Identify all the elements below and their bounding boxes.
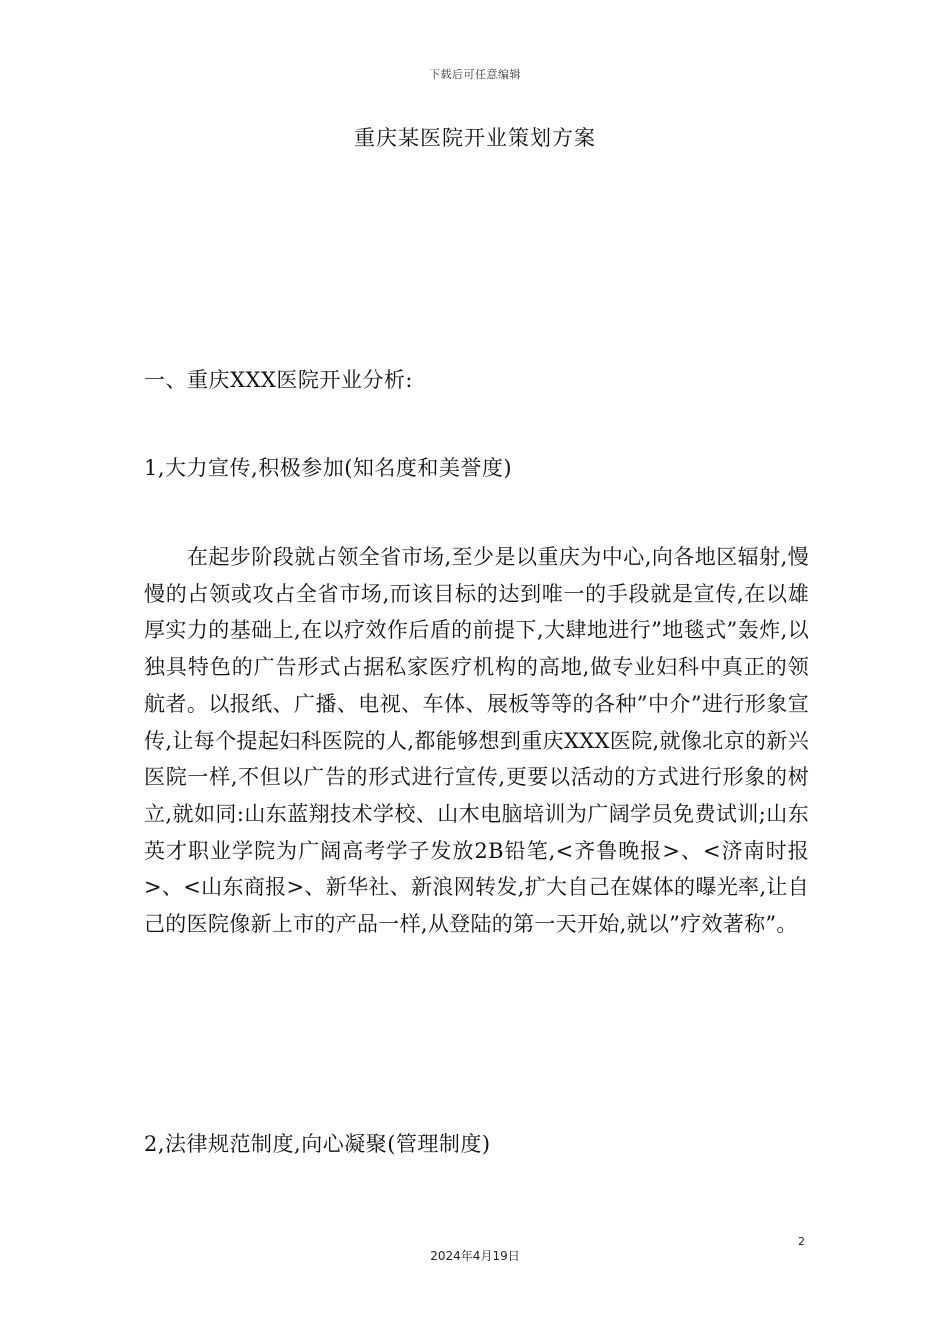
header-note: 下载后可任意编辑 bbox=[429, 68, 521, 81]
footer-date: 2024年4月19日 bbox=[430, 1249, 520, 1263]
subsection-heading-1: 1,大力宣传,积极参加(知名度和美誉度) bbox=[144, 456, 513, 480]
section-heading: 一、重庆XXX医院开业分析: bbox=[144, 368, 413, 392]
body-paragraph: 在起步阶段就占领全省市场,至少是以重庆为中心,向各地区辐射,慢慢的占领或攻占全省市场,而该目标的达到唯一的手段就是宣传,在以雄厚实力的基础上,在以疗效作后盾的前提下,大肆地进行”地毯式”轰炸,以独具特色的广告形式占据私家医疗机构的高地,做专业妇科中真正的领航者。以报纸、广播、电视、车体、展板等等的各种”中介”进行形象宣传,让每个提起妇科医院的人,都能够想到重庆XXX医院,就像北京的新兴医院一样,不但以广告的形式进行宣传,更要以活动的方式进行形象的树立,就如同:山东蓝翔技术学校、山木电脑培训为广阔学员免费试训;山东英才职业学院为广阔高考学子发放2B铅笔,<齐鲁晚报>、<济南时报>、<山东商报>、新华社、新浪网转发,扩大自己在媒体的曝光率,让自己的医院像新上市的产品一样,从登陆的第一天开始,就以”疗效著称”。 bbox=[144, 545, 809, 937]
document-title: 重庆某医院开业策划方案 bbox=[354, 126, 596, 150]
page-number: 2 bbox=[798, 1235, 805, 1248]
subsection-heading-2: 2,法律规范制度,向心凝聚(管理制度) bbox=[144, 1132, 491, 1156]
